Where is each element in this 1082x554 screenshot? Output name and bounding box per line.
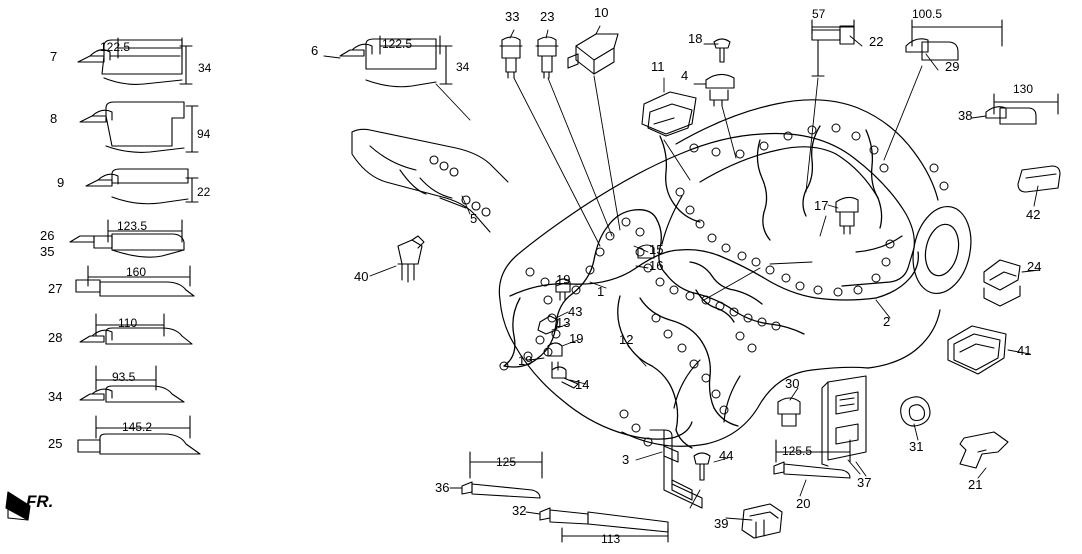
part-callout-27: 27 <box>48 281 63 296</box>
dimension-label-125-5: 125.5 <box>782 444 813 458</box>
dimension-label-113: 113 <box>601 532 621 546</box>
part-5-shape <box>352 129 508 232</box>
part-4-shape <box>706 74 734 106</box>
part-callout-8: 8 <box>50 111 58 126</box>
part-callout-36: 36 <box>435 480 450 495</box>
part-callout-33: 33 <box>505 9 520 24</box>
dimension-label-100-5: 100.5 <box>912 7 943 21</box>
part-10-shape <box>568 34 618 74</box>
dimension-label: 22 <box>197 185 211 199</box>
dimension-label: 123.5 <box>117 219 148 233</box>
part-30-shape <box>778 398 800 426</box>
part-39-shape <box>742 504 782 538</box>
part-57-22-shape <box>812 20 854 76</box>
dimension-label: 34 <box>456 60 470 74</box>
part-callout-4: 4 <box>681 68 689 83</box>
part-17-shape <box>836 197 858 234</box>
part-callout-41: 41 <box>1017 343 1032 358</box>
part-24-shape <box>984 260 1020 306</box>
dimension-label: 122.5 <box>382 37 413 51</box>
part-18-shape <box>714 39 730 62</box>
part-callout-32: 32 <box>512 503 527 518</box>
part-33-shape <box>500 37 522 78</box>
dimension-label: 34 <box>198 61 212 75</box>
part-callout-22: 22 <box>869 34 884 49</box>
part-callout-20: 20 <box>796 496 811 511</box>
part-callout-43: 43 <box>568 304 583 319</box>
part-callout-7: 7 <box>50 49 58 64</box>
part-42-shape <box>1018 166 1060 192</box>
part-40-shape <box>398 236 424 282</box>
part-callout-19c: 19 <box>518 353 533 368</box>
part-callout-1: 1 <box>597 284 605 299</box>
part-21-shape <box>960 432 1008 468</box>
part-callout-34: 34 <box>48 389 63 404</box>
part-callout-10: 10 <box>594 5 609 20</box>
part-8-shape <box>80 102 198 152</box>
part-callout-16: 16 <box>649 258 664 273</box>
part-callout-37: 37 <box>857 475 872 490</box>
part-callout-13: 13 <box>556 315 571 330</box>
part-callout-18: 18 <box>688 31 703 46</box>
part-23-shape <box>536 37 558 78</box>
part-callout-35: 35 <box>40 244 55 259</box>
part-callout-12: 12 <box>619 332 634 347</box>
part-31-shape <box>901 397 930 426</box>
part-callout-14: 14 <box>575 377 590 392</box>
dimension-label: 93.5 <box>112 370 136 384</box>
part-callout-25: 25 <box>48 436 63 451</box>
part-callout-17: 17 <box>814 198 829 213</box>
part-callout-15: 15 <box>649 242 664 257</box>
part-callout-21: 21 <box>968 477 983 492</box>
dimension-label-130: 130 <box>1013 82 1034 96</box>
part-callout-38: 38 <box>958 108 973 123</box>
part-callout-39: 39 <box>714 516 729 531</box>
part-callout-28: 28 <box>48 330 63 345</box>
part-callout-23: 23 <box>540 9 555 24</box>
part-callout-42: 42 <box>1026 207 1041 222</box>
part-callout-26: 26 <box>40 228 55 243</box>
dimension-label: 122.5 <box>100 40 131 54</box>
dimension-label: 110 <box>118 316 138 330</box>
dimension-label-57: 57 <box>812 7 826 21</box>
part-7-shape <box>78 38 192 84</box>
part-41-shape <box>948 326 1006 374</box>
part-callout-9: 9 <box>57 175 65 190</box>
part-44-shape <box>694 453 710 480</box>
part-callout-2: 2 <box>883 314 891 329</box>
dimension-label: 145.2 <box>122 420 153 434</box>
part-callout-29: 29 <box>945 59 960 74</box>
part-callout-19a: 19 <box>556 272 571 287</box>
part-3-shape <box>650 430 702 508</box>
part-callout-31: 31 <box>909 439 924 454</box>
part-callout-11: 11 <box>651 59 665 74</box>
part-callout-6: 6 <box>311 43 319 58</box>
part-9-shape <box>86 169 198 204</box>
part-callout-40: 40 <box>354 269 369 284</box>
dimension-label: 94 <box>197 127 211 141</box>
dimension-label: 160 <box>126 265 147 279</box>
part-callout-19b: 19 <box>569 331 584 346</box>
front-direction-label: FR. <box>26 492 54 511</box>
part-11-shape <box>642 92 696 136</box>
car-body-outline <box>499 100 978 446</box>
part-callout-24: 24 <box>1027 259 1042 274</box>
part-callout-30: 30 <box>785 376 800 391</box>
dimension-label-125: 125 <box>496 455 517 469</box>
part-callout-5: 5 <box>470 211 478 226</box>
part-29-shape <box>906 20 1002 60</box>
part-callout-44: 44 <box>719 448 734 463</box>
part-callout-3: 3 <box>622 452 630 467</box>
part-38-shape <box>986 94 1058 124</box>
